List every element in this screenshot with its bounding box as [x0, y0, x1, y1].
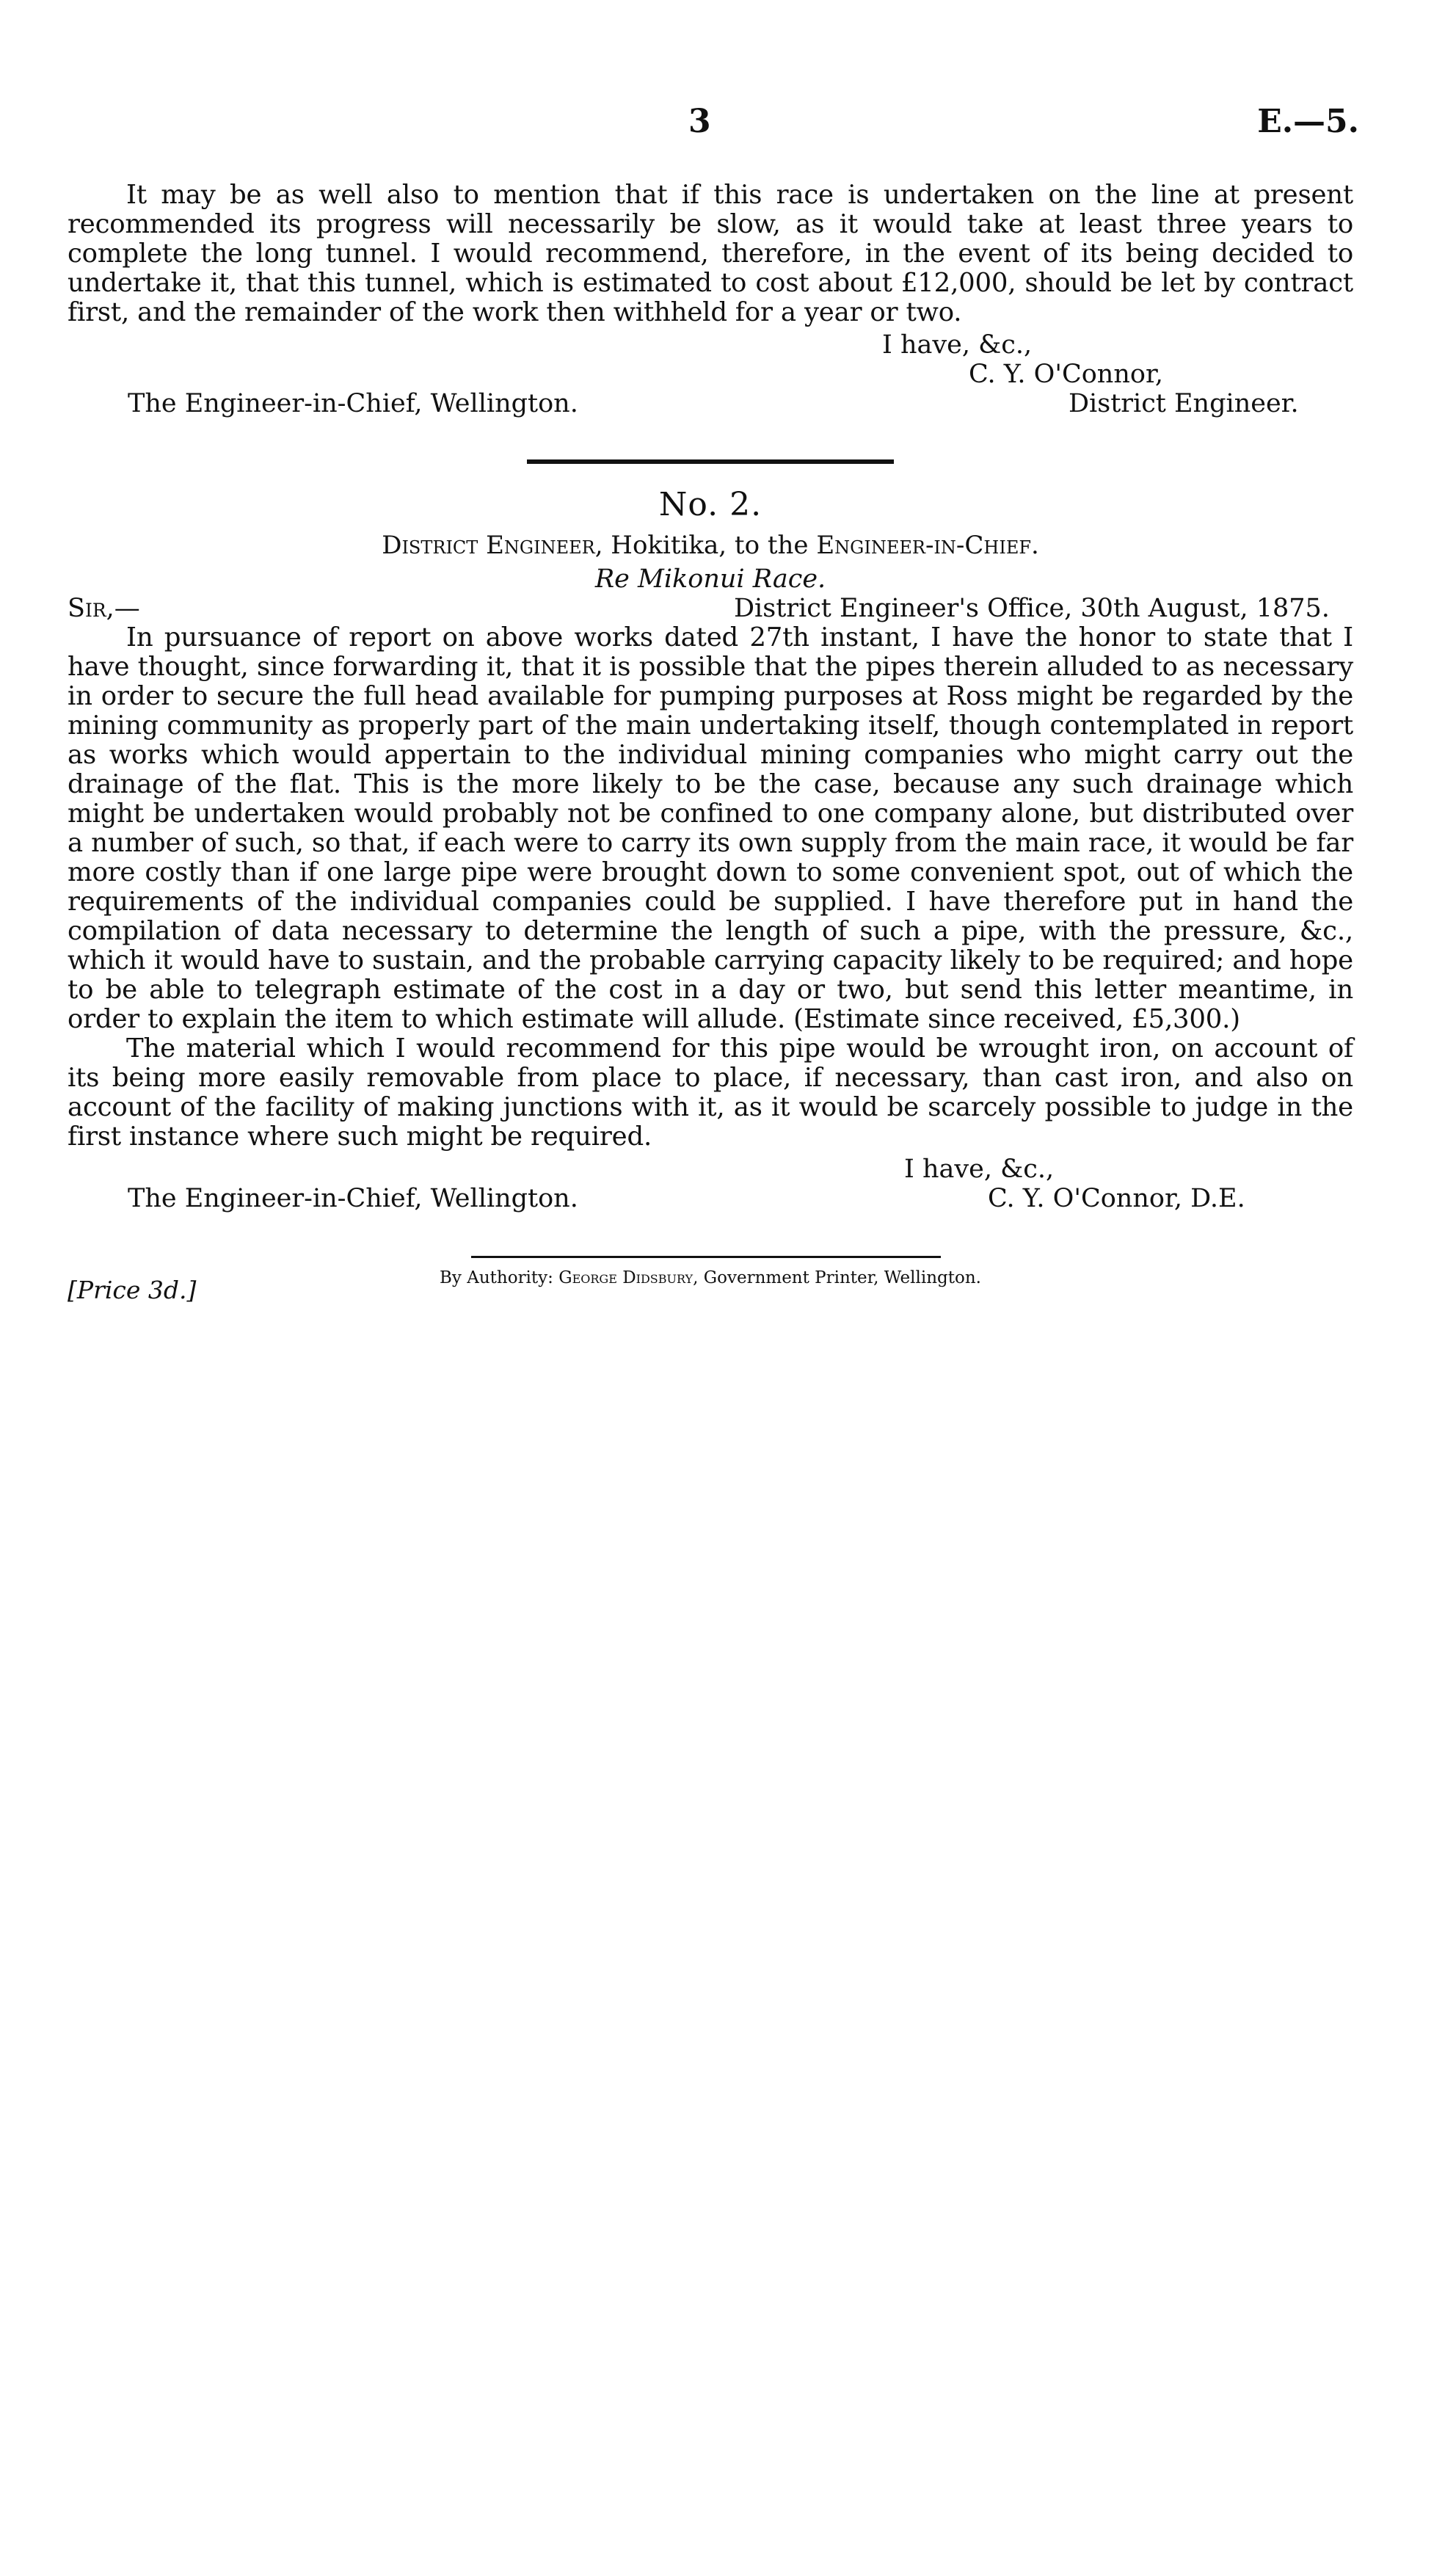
footer-divider — [471, 1256, 941, 1258]
letter2-from-line — [68, 531, 1353, 560]
authority-prefix: By Authority: — [440, 1268, 559, 1287]
from-middle: , Hokitika, to the — [594, 531, 817, 560]
letter1-title: District Engineer. — [1069, 389, 1299, 418]
letter2-closing: I have, &c., — [904, 1155, 1055, 1184]
letter2-paragraph-1: In pursuance of report on above works dated 27th instant, I have the honor to state that I have thought, since forwarding it, that it is possible that the pipes therein alluded to as necessary in order to secure the full head available for pumping purposes at Ross might be regarded by the mining community as properly part of the main undertaking itself, though contemplated in report as works which would appertain to the individual mining companies who might carry out the drainage of the flat. This is the more likely to be the case, because any such drainage which might be undertaken would probably not be confined to one company alone, but distributed over a number of such, so that, if each were to carry its own supply from the main race, it would be far more costly than if one large pipe were brought down to some convenient spot, out of which the requirements of the individual companies could be supplied. I have therefore put in hand the compilation of data necessary to determine the length of such a pipe, with the pressure, &c., which it would have to sustain, and the probable carrying capacity likely to be required; and hope to be able to telegraph estimate of the cost in a day or two, but send this letter meantime, in order to explain the item to which estimate will allude. (Estimate since received, £5,300.) — [68, 622, 1353, 1034]
price-label: [Price 3d.] — [68, 1276, 197, 1304]
letter2-signature-block — [68, 1155, 1353, 1216]
section-divider — [527, 459, 894, 464]
footer — [68, 1268, 1353, 1312]
page-header — [68, 95, 1359, 154]
letter1-closing: I have, &c., — [882, 330, 1033, 360]
document-page — [68, 95, 1359, 1312]
letter1-paragraph: It may be as well also to mention that if this race is undertaken on the line at present recommended its progress will necessarily be slow, as it would take at least three years to complete the long tunnel. I would recommend, therefore, in the event of its being decided to undertake it, that this tunnel, which is estimated to cost about £12,000, should be let by contract first, and the remainder of the work then withheld for a year or two. — [68, 180, 1353, 327]
from-sender: District Engineer — [382, 531, 595, 560]
letter2-addressee: The Engineer-in-Chief, Wellington. — [128, 1184, 578, 1213]
letter2-salutation-line — [68, 594, 1353, 623]
office-date: District Engineer's Office, 30th August, 1875. — [734, 594, 1330, 623]
printer-name: George Didsbury — [558, 1268, 694, 1287]
section-heading: No. 2. — [658, 486, 762, 523]
authority-suffix: , Government Printer, Wellington. — [693, 1268, 981, 1287]
letter2-paragraph-2: The material which I would recommend for this pipe would be wrought iron, on account of its being more easily removable from place to place, if necessary, than cast iron, and also on account of the facility of making junctions with it, as it would be scarcely possible to judge in the first instance where such might be required. — [68, 1033, 1353, 1152]
document-code: E.—5. — [1257, 103, 1359, 140]
page-number: 3 — [688, 103, 711, 140]
salutation: Sir,— — [68, 594, 140, 623]
from-recipient: Engineer-in-Chief — [816, 531, 1031, 560]
letter1-addressee: The Engineer-in-Chief, Wellington. — [128, 389, 578, 418]
printer-authority — [68, 1268, 1353, 1287]
letter2-subject: Re Mikonui Race. — [594, 564, 826, 594]
letter1-signature: C. Y. O'Connor, — [969, 360, 1163, 389]
letter1-signature-block — [68, 330, 1353, 424]
from-end: . — [1031, 531, 1039, 560]
letter2-signature: C. Y. O'Connor, D.E. — [988, 1184, 1245, 1213]
